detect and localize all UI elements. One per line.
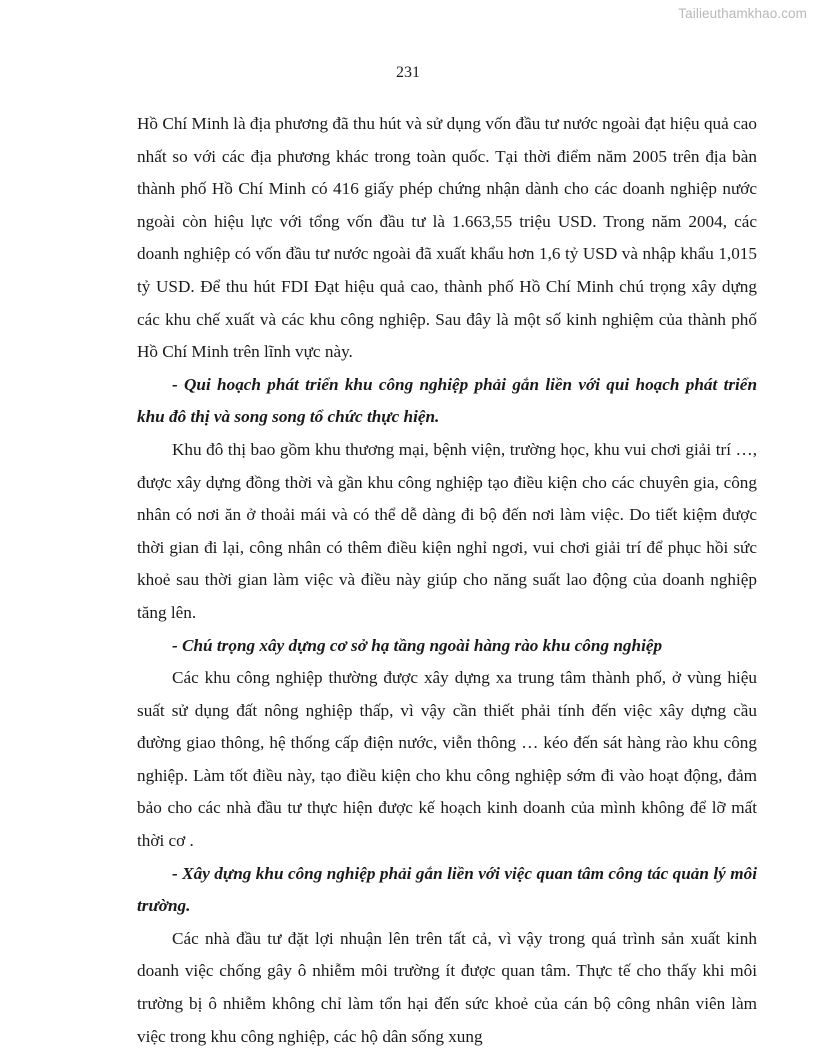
paragraph-environment: Các nhà đầu tư đặt lợi nhuận lên trên tất cả, vì vậy trong quá trình sản xuất kinh doanh việc chống gây ô nhiễm môi trường ít được quan tâm. Thực tế cho thấy khi môi trường bị ô nhiễm không chỉ làm tổn hại đến sức khoẻ của cán bộ công nhân viên làm việc trong khu công nghiệp, các hộ dân sống xung	[137, 928, 757, 1046]
paragraph-urban-area: Khu đô thị bao gồm khu thương mại, bệnh viện, trường học, khu vui chơi giải trí …, được xây dựng đồng thời và gần khu công nghiệp tạo điều kiện cho các chuyên gia, công nhân có nơi ăn ở thoải mái và có thể dễ dàng đi bộ đến nơi làm việc. Do tiết kiệm được thời gian đi lại, công nhân có thêm điều kiện nghỉ ngơi, vui chơi giải trí để phục hồi sức khoẻ sau thời gian làm việc và điều này giúp cho năng suất lao động của doanh nghiệp tăng lên.	[137, 439, 757, 622]
section-heading-infrastructure: - Chú trọng xây dựng cơ sở hạ tầng ngoài hàng rào khu công nghiệp	[172, 635, 663, 655]
section-heading-planning: - Qui hoạch phát triển khu công nghiệp phải gắn liền với qui hoạch phát triển khu đô thị và song song tổ chức thực hiện.	[137, 374, 757, 427]
paragraph-infrastructure: Các khu công nghiệp thường được xây dựng xa trung tâm thành phố, ở vùng hiệu suất sử dụng đất nông nghiệp thấp, vì vậy cần thiết phải tính đến việc xây dựng cầu đường giao thông, hệ thống cấp điện nước, viễn thông … kéo đến sát hàng rào khu công nghiệp. Làm tốt điều này, tạo điều kiện cho khu công nghiệp sớm đi vào hoạt động, đảm bảo cho các nhà đầu tư thực hiện được kế hoạch kinh doanh của mình không để lỡ mất thời cơ .	[137, 668, 757, 851]
watermark-text: Tailieuthamkhao.com	[678, 6, 807, 21]
paragraph-intro: Hồ Chí Minh là địa phương đã thu hút và sử dụng vốn đầu tư nước ngoài đạt hiệu quả cao nhất so với các địa phương khác trong toàn quốc. Tại thời điểm năm 2005 trên địa bàn thành phố Hồ Chí Minh có 416 giấy phép chứng nhận dành cho các doanh nghiệp nước ngoài còn hiệu lực với tổng vốn đầu tư là 1.663,55 triệu USD. Trong năm 2004, các doanh nghiệp có vốn đầu tư nước ngoài đã xuất khẩu hơn 1,6 tỷ USD và nhập khẩu 1,015 tỷ USD. Để thu hút FDI Đạt hiệu quả cao, thành phố Hồ Chí Minh chú trọng xây dựng các khu chế xuất và các khu công nghiệp. Sau đây là một số kinh nghiệm của thành phố Hồ Chí Minh trên lĩnh vực này.	[137, 114, 757, 362]
section-heading-environment: - Xây dựng khu công nghiệp phải gắn liền với việc quan tâm công tác quản lý môi trường.	[137, 863, 757, 916]
page-number: 231	[396, 64, 420, 81]
document-body	[137, 108, 757, 1053]
